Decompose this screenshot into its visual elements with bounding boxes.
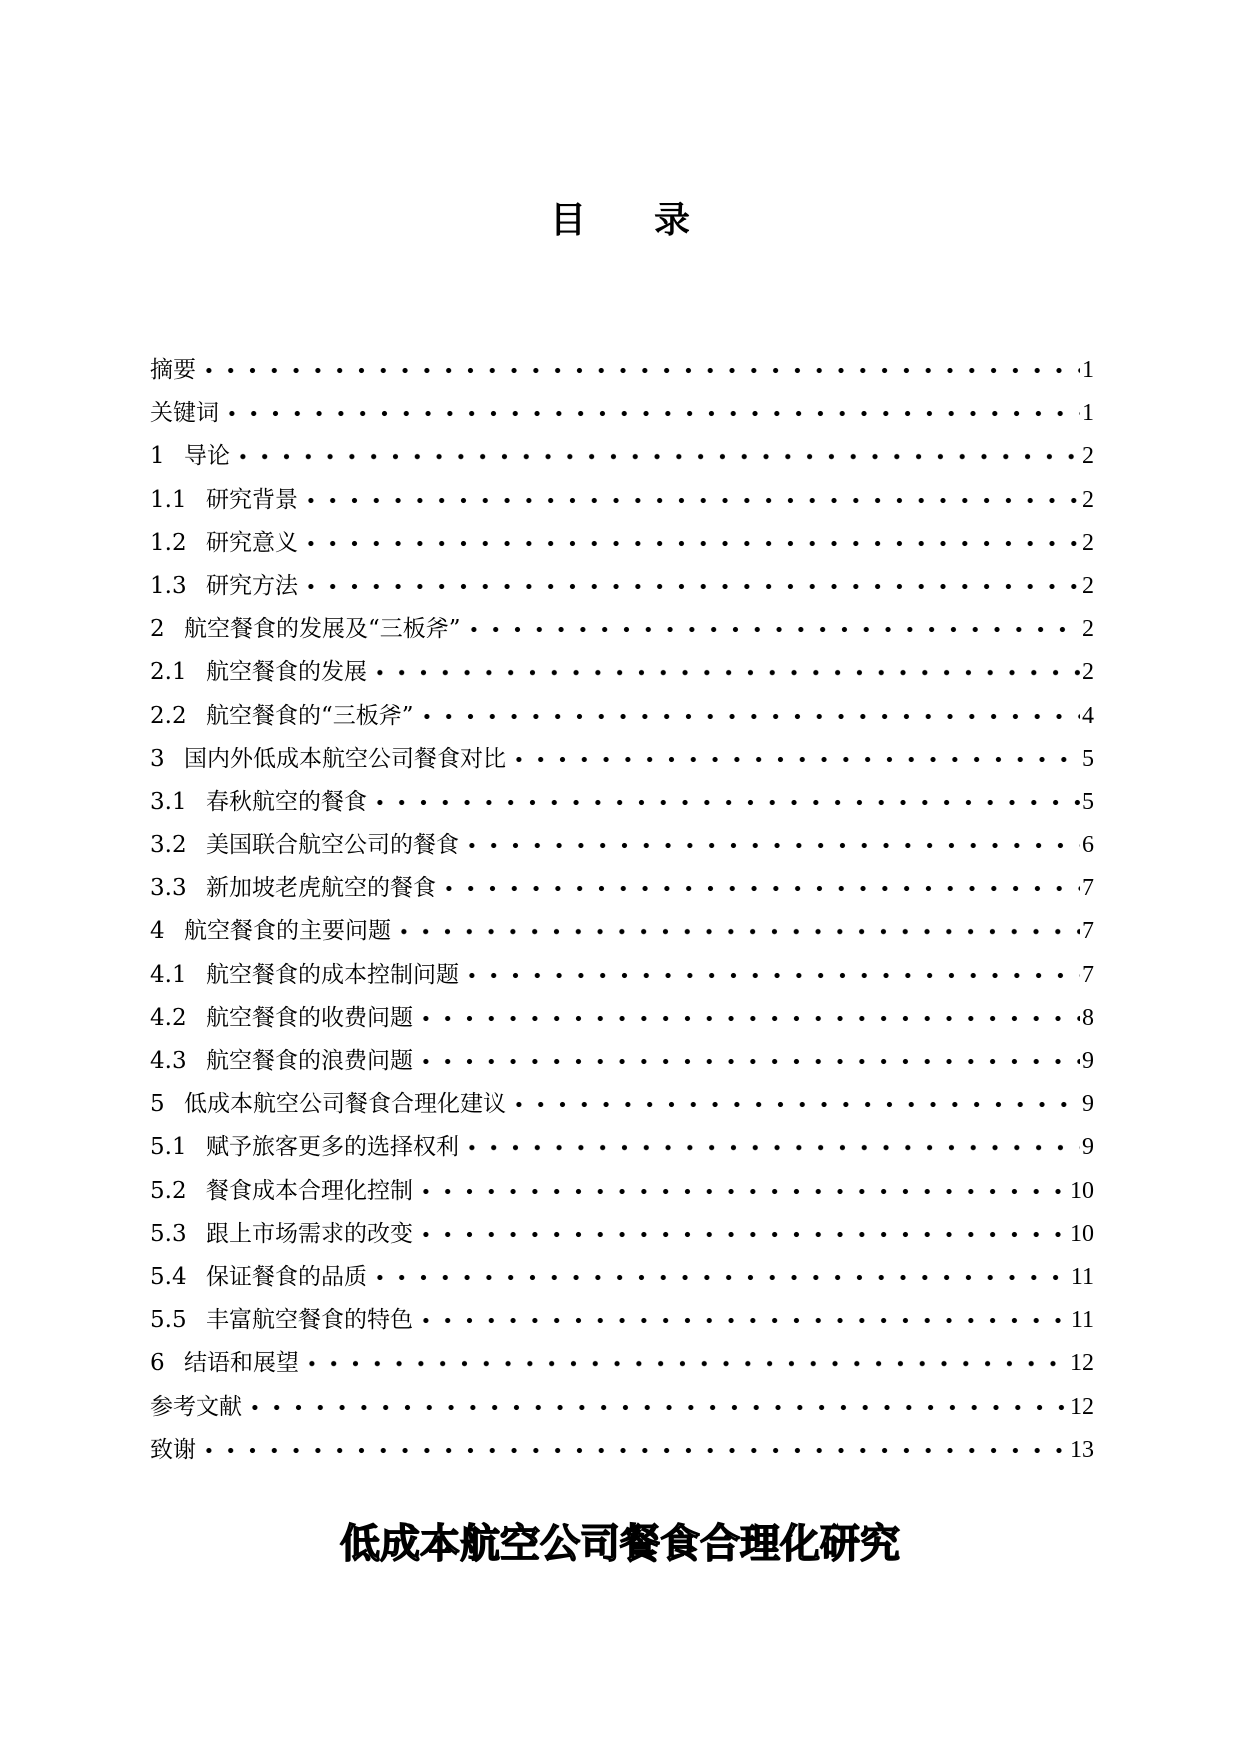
toc-entry-number: 6	[150, 1350, 165, 1377]
toc-entry[interactable]	[150, 738, 1094, 781]
toc-entry-label: 跟上市场需求的改变	[206, 1220, 413, 1247]
toc-entry-page: 1	[1082, 357, 1094, 383]
toc-entry[interactable]	[150, 954, 1094, 997]
toc-entry-number: 2	[150, 616, 165, 643]
toc-entry[interactable]	[150, 997, 1094, 1040]
dot-leader	[415, 997, 1080, 1040]
toc-entry[interactable]	[150, 1256, 1094, 1299]
toc-entry-label: 航空餐食的成本控制问题	[206, 961, 459, 988]
toc-entry-label: 参考文献	[150, 1393, 242, 1420]
toc-entry-number: 3.3	[150, 875, 187, 902]
toc-entry-label: 研究背景	[206, 486, 298, 513]
toc-entry-page: 10	[1070, 1177, 1094, 1204]
toc-entry-label: 摘要	[150, 357, 196, 383]
dot-leader	[416, 695, 1080, 738]
toc-entry-page: 9	[1082, 1048, 1094, 1074]
toc-entry-label: 结语和展望	[184, 1350, 299, 1377]
toc-entry-label: 餐食成本合理化控制	[206, 1177, 413, 1204]
toc-entry[interactable]	[150, 522, 1094, 565]
dot-leader	[463, 608, 1080, 651]
toc-entry[interactable]	[150, 1429, 1094, 1472]
dot-leader	[415, 1213, 1068, 1256]
toc-entry-page: 9	[1082, 1134, 1094, 1161]
dot-leader	[415, 1040, 1080, 1083]
dot-leader	[198, 1429, 1068, 1472]
toc-entry-number: 3.2	[150, 832, 187, 859]
toc-entry-label: 航空餐食的发展	[206, 659, 367, 686]
toc-entry-page: 1	[1082, 400, 1094, 427]
toc-entry-number: 5.5	[150, 1307, 187, 1334]
toc-heading	[0, 192, 1240, 243]
toc-entry[interactable]	[150, 910, 1094, 953]
toc-entry[interactable]	[150, 479, 1094, 522]
toc-entry-label: 研究方法	[206, 572, 298, 599]
dot-leader	[244, 1386, 1068, 1429]
toc-entry-page: 5	[1082, 745, 1094, 772]
table-of-contents	[150, 349, 1094, 1472]
toc-entry-page: 2	[1082, 529, 1094, 556]
dot-leader	[198, 349, 1080, 392]
toc-entry[interactable]	[150, 695, 1094, 738]
dot-leader	[300, 522, 1080, 565]
toc-entry-number: 5.3	[150, 1220, 187, 1247]
toc-entry-number: 2.1	[150, 659, 187, 686]
toc-entry[interactable]	[150, 1342, 1094, 1385]
toc-entry-page: 2	[1082, 659, 1094, 686]
toc-entry-page: 2	[1082, 443, 1094, 470]
toc-entry[interactable]	[150, 392, 1094, 435]
toc-entry-page: 2	[1082, 572, 1094, 599]
toc-entry-page: 8	[1082, 1004, 1094, 1031]
toc-entry[interactable]	[150, 1213, 1094, 1256]
toc-entry[interactable]	[150, 349, 1094, 392]
toc-entry-label: 致谢	[150, 1436, 196, 1463]
document-title: 低成本航空公司餐食合理化研究	[340, 1521, 900, 1567]
dot-leader	[393, 910, 1080, 953]
toc-entry[interactable]	[150, 867, 1094, 910]
dot-leader	[415, 1170, 1068, 1213]
toc-entry[interactable]	[150, 1386, 1094, 1429]
toc-heading-char: 录	[654, 199, 691, 241]
toc-entry-number: 3.1	[150, 788, 187, 815]
toc-entry-label: 导论	[184, 443, 230, 470]
toc-entry-page: 7	[1082, 961, 1094, 988]
toc-entry-label: 航空餐食的“三板斧”	[206, 702, 414, 729]
toc-entry[interactable]	[150, 608, 1094, 651]
toc-entry-number: 5.4	[150, 1263, 187, 1290]
toc-entry-number: 4.2	[150, 1004, 187, 1031]
toc-entry-label: 美国联合航空公司的餐食	[206, 832, 459, 859]
toc-entry-number: 5.2	[150, 1177, 187, 1204]
dot-leader	[438, 867, 1080, 910]
toc-entry[interactable]	[150, 1126, 1094, 1169]
toc-entry[interactable]	[150, 781, 1094, 824]
dot-leader	[369, 1256, 1069, 1299]
toc-entry-label: 国内外低成本航空公司餐食对比	[184, 745, 506, 772]
dot-leader	[232, 435, 1080, 478]
toc-entry-label: 关键词	[150, 400, 219, 427]
dot-leader	[369, 651, 1080, 694]
toc-entry-label: 低成本航空公司餐食合理化建议	[184, 1091, 506, 1118]
toc-entry-page: 12	[1070, 1350, 1094, 1377]
toc-entry[interactable]	[150, 824, 1094, 867]
toc-heading-char: 目	[549, 199, 586, 241]
dot-leader	[508, 1083, 1080, 1126]
toc-entry-label: 航空餐食的收费问题	[206, 1004, 413, 1031]
toc-entry-label: 丰富航空餐食的特色	[206, 1307, 413, 1334]
toc-entry-number: 5.1	[150, 1134, 187, 1161]
toc-entry-page: 2	[1082, 486, 1094, 513]
dot-leader	[508, 738, 1080, 781]
toc-entry-page: 7	[1082, 918, 1094, 945]
toc-entry-page: 4	[1082, 702, 1094, 729]
toc-entry-number: 1	[150, 443, 165, 470]
toc-entry-page: 6	[1082, 832, 1094, 859]
toc-entry-page: 11	[1070, 1307, 1094, 1334]
dot-leader	[369, 781, 1080, 824]
toc-entry-label: 航空餐食的发展及“三板斧”	[184, 616, 461, 643]
toc-entry-number: 4	[150, 918, 165, 945]
dot-leader	[300, 479, 1080, 522]
toc-entry-label: 春秋航空的餐食	[206, 788, 367, 815]
toc-entry-label: 赋予旅客更多的选择权利	[206, 1134, 459, 1161]
toc-entry[interactable]	[150, 1040, 1094, 1083]
toc-entry-page: 7	[1082, 875, 1094, 902]
dot-leader	[461, 954, 1080, 997]
toc-entry-label: 保证餐食的品质	[206, 1263, 367, 1290]
toc-entry[interactable]	[150, 1170, 1094, 1213]
dot-leader	[301, 1342, 1068, 1385]
toc-entry-label: 航空餐食的主要问题	[184, 918, 391, 945]
toc-entry-page: 13	[1070, 1436, 1094, 1463]
toc-entry-label: 新加坡老虎航空的餐食	[206, 875, 436, 902]
toc-entry-page: 12	[1070, 1393, 1094, 1420]
toc-entry[interactable]	[150, 1299, 1094, 1342]
toc-entry-number: 3	[150, 745, 165, 772]
toc-entry-number: 5	[150, 1091, 165, 1118]
toc-entry-number: 1.1	[150, 486, 187, 513]
toc-entry[interactable]	[150, 1083, 1094, 1126]
toc-entry-number: 4.1	[150, 961, 187, 988]
dot-leader	[461, 1126, 1080, 1169]
toc-entry-page: 5	[1082, 788, 1094, 815]
toc-entry[interactable]	[150, 565, 1094, 608]
toc-entry[interactable]	[150, 651, 1094, 694]
toc-entry-number: 2.2	[150, 702, 187, 729]
dot-leader	[221, 392, 1080, 435]
toc-entry-label: 研究意义	[206, 529, 298, 556]
toc-entry-page: 10	[1070, 1220, 1094, 1247]
dot-leader	[415, 1299, 1069, 1342]
dot-leader	[300, 565, 1080, 608]
toc-entry-number: 1.2	[150, 529, 187, 556]
dot-leader	[461, 824, 1080, 867]
toc-entry-label: 航空餐食的浪费问题	[206, 1048, 413, 1074]
toc-entry-page: 2	[1082, 616, 1094, 643]
toc-entry-page: 9	[1082, 1091, 1094, 1118]
toc-entry[interactable]	[150, 435, 1094, 478]
toc-entry-number: 4.3	[150, 1048, 187, 1074]
toc-entry-page: 11	[1070, 1263, 1094, 1290]
toc-entry-number: 1.3	[150, 572, 187, 599]
